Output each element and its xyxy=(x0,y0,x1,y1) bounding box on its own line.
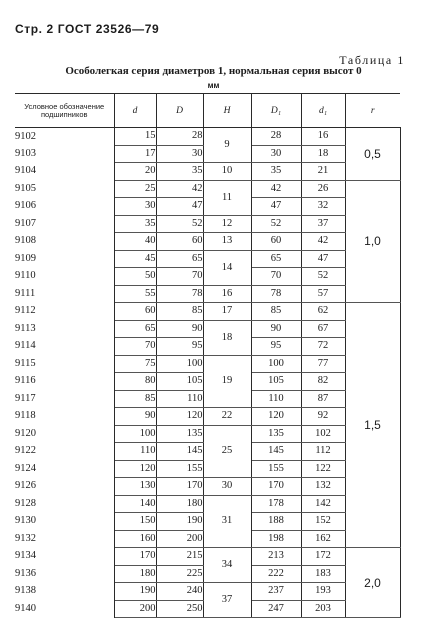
cell-d: 100 xyxy=(114,425,156,443)
cell-D1: 135 xyxy=(251,425,301,443)
column-header-D1: D₁ xyxy=(251,94,301,128)
cell-designation: 9122 xyxy=(15,443,114,461)
cell-designation: 9104 xyxy=(15,163,114,181)
cell-designation: 9136 xyxy=(15,565,114,583)
column-header-r: r xyxy=(345,94,400,128)
cell-D: 42 xyxy=(156,180,203,198)
table-row xyxy=(15,355,400,373)
cell-D: 250 xyxy=(156,600,203,618)
column-header-d: d xyxy=(114,94,156,128)
cell-H: 31 xyxy=(203,495,251,548)
cell-D1: 170 xyxy=(251,478,301,496)
cell-H: 19 xyxy=(203,355,251,408)
cell-designation: 9112 xyxy=(15,303,114,321)
cell-d: 80 xyxy=(114,373,156,391)
cell-D1: 70 xyxy=(251,268,301,286)
cell-H: 13 xyxy=(203,233,251,251)
cell-d1: 162 xyxy=(301,530,345,548)
cell-designation: 9124 xyxy=(15,460,114,478)
cell-H: 9 xyxy=(203,128,251,163)
cell-D1: 247 xyxy=(251,600,301,618)
cell-r: 1,5 xyxy=(345,303,400,548)
column-header-D: D xyxy=(156,94,203,128)
cell-D: 100 xyxy=(156,355,203,373)
cell-d1: 32 xyxy=(301,198,345,216)
table-row xyxy=(15,163,400,181)
cell-designation: 9102 xyxy=(15,128,114,146)
cell-d: 180 xyxy=(114,565,156,583)
cell-D1: 120 xyxy=(251,408,301,426)
cell-d: 200 xyxy=(114,600,156,618)
cell-d: 120 xyxy=(114,460,156,478)
cell-H: 30 xyxy=(203,478,251,496)
cell-H: 34 xyxy=(203,548,251,583)
cell-designation: 9110 xyxy=(15,268,114,286)
cell-D1: 145 xyxy=(251,443,301,461)
cell-H: 37 xyxy=(203,583,251,618)
unit-label: мм xyxy=(207,81,220,90)
cell-H: 17 xyxy=(203,303,251,321)
cell-designation: 9115 xyxy=(15,355,114,373)
cell-d: 65 xyxy=(114,320,156,338)
cell-d: 190 xyxy=(114,583,156,601)
cell-D1: 85 xyxy=(251,303,301,321)
cell-D1: 155 xyxy=(251,460,301,478)
cell-D: 135 xyxy=(156,425,203,443)
cell-D: 95 xyxy=(156,338,203,356)
cell-D1: 213 xyxy=(251,548,301,566)
cell-d1: 67 xyxy=(301,320,345,338)
cell-D: 105 xyxy=(156,373,203,391)
cell-H: 10 xyxy=(203,163,251,181)
cell-d: 20 xyxy=(114,163,156,181)
cell-D1: 28 xyxy=(251,128,301,146)
cell-D1: 105 xyxy=(251,373,301,391)
cell-D: 28 xyxy=(156,128,203,146)
cell-d1: 42 xyxy=(301,233,345,251)
cell-D: 35 xyxy=(156,163,203,181)
table-body xyxy=(15,128,400,618)
cell-D: 145 xyxy=(156,443,203,461)
table-row xyxy=(15,425,400,443)
table-row xyxy=(15,180,400,198)
cell-d: 170 xyxy=(114,548,156,566)
cell-D1: 95 xyxy=(251,338,301,356)
cell-designation: 9140 xyxy=(15,600,114,618)
cell-D: 240 xyxy=(156,583,203,601)
cell-d1: 37 xyxy=(301,215,345,233)
cell-designation: 9134 xyxy=(15,548,114,566)
table-number-label: Таблица 1 xyxy=(339,53,405,67)
cell-d1: 172 xyxy=(301,548,345,566)
cell-D1: 35 xyxy=(251,163,301,181)
cell-D: 225 xyxy=(156,565,203,583)
table-header-row xyxy=(15,94,400,128)
cell-D: 155 xyxy=(156,460,203,478)
cell-designation: 9108 xyxy=(15,233,114,251)
cell-r: 1,0 xyxy=(345,180,400,303)
cell-designation: 9132 xyxy=(15,530,114,548)
cell-H: 22 xyxy=(203,408,251,426)
cell-D: 215 xyxy=(156,548,203,566)
cell-d: 130 xyxy=(114,478,156,496)
bearing-dimensions-table xyxy=(15,93,401,618)
cell-d: 140 xyxy=(114,495,156,513)
page-header-label: Стр. 2 ГОСТ 23526—79 xyxy=(15,22,160,36)
cell-D1: 30 xyxy=(251,145,301,163)
cell-d1: 21 xyxy=(301,163,345,181)
cell-d1: 77 xyxy=(301,355,345,373)
cell-D1: 198 xyxy=(251,530,301,548)
cell-H: 16 xyxy=(203,285,251,303)
cell-designation: 9118 xyxy=(15,408,114,426)
table-row xyxy=(15,320,400,338)
cell-D1: 42 xyxy=(251,180,301,198)
cell-H: 11 xyxy=(203,180,251,215)
table-row xyxy=(15,233,400,251)
cell-D1: 78 xyxy=(251,285,301,303)
cell-d1: 57 xyxy=(301,285,345,303)
cell-d1: 102 xyxy=(301,425,345,443)
table-row xyxy=(15,285,400,303)
cell-D: 180 xyxy=(156,495,203,513)
cell-designation: 9109 xyxy=(15,250,114,268)
cell-d: 45 xyxy=(114,250,156,268)
cell-designation: 9120 xyxy=(15,425,114,443)
cell-D1: 222 xyxy=(251,565,301,583)
cell-d: 90 xyxy=(114,408,156,426)
cell-D1: 90 xyxy=(251,320,301,338)
cell-H: 25 xyxy=(203,425,251,478)
cell-H: 18 xyxy=(203,320,251,355)
cell-H: 14 xyxy=(203,250,251,285)
cell-D1: 110 xyxy=(251,390,301,408)
cell-d: 25 xyxy=(114,180,156,198)
cell-designation: 9138 xyxy=(15,583,114,601)
cell-d: 60 xyxy=(114,303,156,321)
cell-H: 12 xyxy=(203,215,251,233)
column-header-d1: d₁ xyxy=(301,94,345,128)
cell-designation: 9111 xyxy=(15,285,114,303)
cell-designation: 9128 xyxy=(15,495,114,513)
table-row xyxy=(15,583,400,601)
cell-D: 200 xyxy=(156,530,203,548)
cell-d: 35 xyxy=(114,215,156,233)
cell-d: 110 xyxy=(114,443,156,461)
cell-designation: 9106 xyxy=(15,198,114,216)
cell-r: 2,0 xyxy=(345,548,400,618)
cell-designation: 9103 xyxy=(15,145,114,163)
cell-designation: 9130 xyxy=(15,513,114,531)
cell-designation: 9114 xyxy=(15,338,114,356)
cell-D: 90 xyxy=(156,320,203,338)
cell-d1: 152 xyxy=(301,513,345,531)
table-row xyxy=(15,478,400,496)
table-row xyxy=(15,303,400,321)
cell-d: 15 xyxy=(114,128,156,146)
table-row xyxy=(15,495,400,513)
cell-D1: 178 xyxy=(251,495,301,513)
cell-designation: 9116 xyxy=(15,373,114,391)
cell-d1: 18 xyxy=(301,145,345,163)
cell-d: 50 xyxy=(114,268,156,286)
cell-D: 70 xyxy=(156,268,203,286)
cell-d: 70 xyxy=(114,338,156,356)
cell-d1: 203 xyxy=(301,600,345,618)
cell-d1: 16 xyxy=(301,128,345,146)
cell-D: 85 xyxy=(156,303,203,321)
cell-d1: 112 xyxy=(301,443,345,461)
cell-d1: 62 xyxy=(301,303,345,321)
cell-d: 160 xyxy=(114,530,156,548)
cell-designation: 9117 xyxy=(15,390,114,408)
cell-d: 17 xyxy=(114,145,156,163)
cell-d1: 132 xyxy=(301,478,345,496)
cell-D: 52 xyxy=(156,215,203,233)
table-row xyxy=(15,408,400,426)
cell-d: 85 xyxy=(114,390,156,408)
cell-d1: 82 xyxy=(301,373,345,391)
cell-d1: 193 xyxy=(301,583,345,601)
cell-D1: 65 xyxy=(251,250,301,268)
cell-D: 65 xyxy=(156,250,203,268)
cell-d1: 122 xyxy=(301,460,345,478)
table-row xyxy=(15,250,400,268)
cell-designation: 9126 xyxy=(15,478,114,496)
cell-D: 110 xyxy=(156,390,203,408)
cell-D1: 47 xyxy=(251,198,301,216)
cell-D: 30 xyxy=(156,145,203,163)
cell-D1: 52 xyxy=(251,215,301,233)
cell-D1: 188 xyxy=(251,513,301,531)
cell-D: 170 xyxy=(156,478,203,496)
cell-D1: 237 xyxy=(251,583,301,601)
cell-designation: 9107 xyxy=(15,215,114,233)
cell-d1: 52 xyxy=(301,268,345,286)
cell-d1: 26 xyxy=(301,180,345,198)
cell-D: 78 xyxy=(156,285,203,303)
table-row xyxy=(15,128,400,146)
cell-d1: 72 xyxy=(301,338,345,356)
cell-D: 120 xyxy=(156,408,203,426)
cell-D: 60 xyxy=(156,233,203,251)
cell-d1: 87 xyxy=(301,390,345,408)
cell-d1: 47 xyxy=(301,250,345,268)
cell-D1: 60 xyxy=(251,233,301,251)
column-header-designation: Условное обозначение подшипников xyxy=(15,94,114,128)
cell-d1: 142 xyxy=(301,495,345,513)
table-row xyxy=(15,548,400,566)
cell-d: 150 xyxy=(114,513,156,531)
column-header-H: H xyxy=(203,94,251,128)
cell-d1: 183 xyxy=(301,565,345,583)
cell-D: 47 xyxy=(156,198,203,216)
cell-d: 40 xyxy=(114,233,156,251)
cell-d: 30 xyxy=(114,198,156,216)
cell-d: 75 xyxy=(114,355,156,373)
cell-d1: 92 xyxy=(301,408,345,426)
cell-D: 190 xyxy=(156,513,203,531)
table-title: Особолегкая серия диаметров 1, нормальная серия высот 0 xyxy=(65,65,362,77)
cell-designation: 9113 xyxy=(15,320,114,338)
cell-r: 0,5 xyxy=(345,128,400,181)
cell-designation: 9105 xyxy=(15,180,114,198)
cell-D1: 100 xyxy=(251,355,301,373)
table-row xyxy=(15,215,400,233)
cell-d: 55 xyxy=(114,285,156,303)
